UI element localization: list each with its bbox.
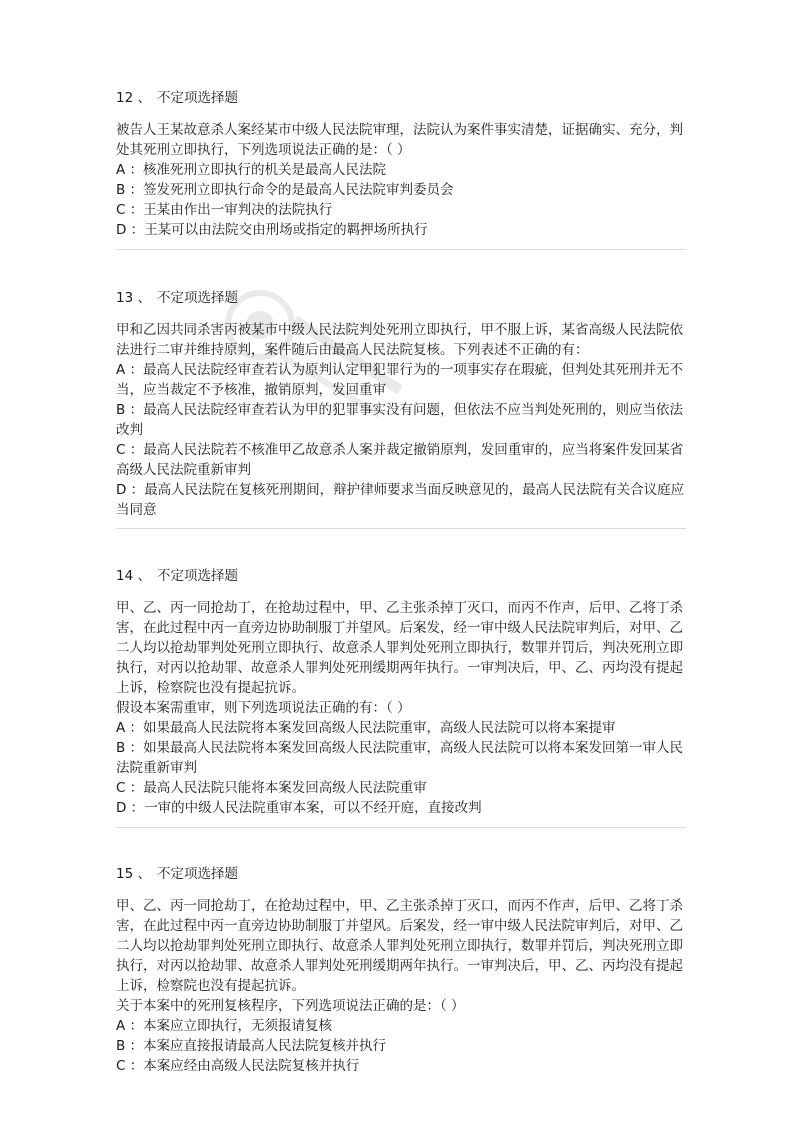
option-letter: D ：	[116, 482, 145, 498]
option-b	[116, 180, 688, 200]
option-d	[116, 480, 688, 520]
question-divider	[116, 249, 686, 250]
question-number: 15 、	[116, 866, 151, 882]
question-number: 13 、	[116, 290, 151, 306]
option-text: 本案应直接报请最高人民法院复核并执行	[143, 1038, 387, 1054]
option-letter: D ：	[116, 800, 145, 816]
option-letter: A ：	[116, 720, 144, 736]
option-d	[116, 220, 688, 240]
option-c	[116, 200, 688, 220]
option-text: 本案应经由高级人民法院复核并执行	[143, 1058, 360, 1074]
option-letter: C ：	[116, 442, 144, 458]
option-text: 王某由作出一审判决的法院执行	[143, 202, 333, 218]
question-stem: 甲、乙、丙一同抢劫丁，在抢劫过程中，甲、乙主张杀掉丁灭口，而丙不作声，后甲、乙将丁杀害，在此过程中丙一直旁边协助制服丁并望风。后案发，经一审中级人民法院审判后，对甲、乙二人均以抢劫罪判处死刑立即执行、故意杀人罪判处死刑立即执行，数罪并罚后，判决死刑立即执行，对丙以抢劫罪、故意杀人罪判处死刑缓期两年执行。一审判决后，甲、乙、丙均没有提起上诉，检察院也没有提起抗诉。	[116, 898, 683, 994]
option-letter: D ：	[116, 222, 145, 238]
option-a	[116, 718, 688, 738]
option-letter: B ：	[116, 740, 144, 756]
question-header	[116, 88, 688, 108]
option-text: 如果最高人民法院将本案发回高级人民法院重审，高级人民法院可以将本案发回第一审人民法院重新审判	[116, 740, 684, 776]
option-letter: C ：	[116, 780, 144, 796]
question-divider	[116, 827, 686, 828]
option-letter: B ：	[116, 1038, 144, 1054]
question-14	[116, 566, 688, 818]
option-letter: C ：	[116, 1058, 144, 1074]
question-stem: 甲和乙因共同杀害丙被某市中级人民法院判处死刑立即执行，甲不服上诉，某省高级人民法院依法进行二审并维持原判，案件随后由最高人民法院复核。下列表述不正确的有：	[116, 322, 683, 358]
question-type: 不定项选择题	[156, 568, 238, 584]
question-15	[116, 864, 688, 1076]
question-13	[116, 288, 688, 520]
option-b	[116, 400, 688, 440]
question-number: 14 、	[116, 568, 151, 584]
option-text: 本案应立即执行，无须报请复核	[143, 1018, 333, 1034]
option-a	[116, 360, 688, 400]
option-text: 签发死刑立即执行命令的是最高人民法院审判委员会	[143, 182, 454, 198]
option-text: 王某可以由法院交由刑场或指定的羁押场所执行	[144, 222, 428, 238]
option-a	[116, 1016, 688, 1036]
option-text: 最高人民法院在复核死刑期间，辩护律师要求当面反映意见的，最高人民法院有关合议庭应当同意	[116, 482, 685, 518]
option-text: 一审的中级人民法院重审本案，可以不经开庭，直接改判	[144, 800, 482, 816]
option-text: 核准死刑立即执行的机关是最高人民法院	[143, 162, 387, 178]
question-type: 不定项选择题	[156, 290, 238, 306]
option-text: 如果最高人民法院将本案发回高级人民法院重审，高级人民法院可以将本案提审	[143, 720, 616, 736]
option-b	[116, 1036, 688, 1056]
question-number: 12 、	[116, 90, 151, 106]
question-stem: 甲、乙、丙一同抢劫丁，在抢劫过程中，甲、乙主张杀掉丁灭口，而丙不作声，后甲、乙将丁杀害，在此过程中丙一直旁边协助制服丁并望风。后案发，经一审中级人民法院审判后，对甲、乙二人均以抢劫罪判处死刑立即执行、故意杀人罪判处死刑立即执行，数罪并罚后，判决死刑立即执行，对丙以抢劫罪、故意杀人罪判处死刑缓期两年执行。一审判决后，甲、乙、丙均没有提起上诉，检察院也没有提起抗诉。	[116, 600, 683, 696]
question-type: 不定项选择题	[156, 90, 238, 106]
option-c	[116, 440, 688, 480]
option-c	[116, 778, 688, 798]
option-text: 最高人民法院只能将本案发回高级人民法院重审	[143, 780, 427, 796]
option-text: 最高人民法院经审查若认为原判认定甲犯罪行为的一项事实存在瑕疵，但判处其死刑并无不当，应当裁定不予核准，撤销原判，发回重审	[116, 362, 684, 398]
question-header	[116, 288, 688, 308]
option-letter: A ：	[116, 162, 144, 178]
question-12	[116, 88, 688, 240]
question-header	[116, 864, 688, 884]
question-stem: 被告人王某故意杀人案经某市中级人民法院审理，法院认为案件事实清楚，证据确实、充分，判处其死刑立即执行，下列选项说法正确的是：（ ）	[116, 122, 683, 158]
option-text: 最高人民法院若不核准甲乙故意杀人案并裁定撤销原判，发回重审的，应当将案件发回某省高级人民法院重新审判	[116, 442, 684, 478]
option-letter: A ：	[116, 1018, 144, 1034]
question-prompt: 关于本案中的死刑复核程序，下列选项说法正确的是：（ ）	[116, 998, 465, 1014]
option-b	[116, 738, 688, 778]
option-c	[116, 1056, 688, 1076]
option-letter: B ：	[116, 402, 144, 418]
option-d	[116, 798, 688, 818]
option-letter: B ：	[116, 182, 144, 198]
option-letter: C ：	[116, 202, 144, 218]
question-prompt: 假设本案需重审，则下列选项说法正确的有：（ ）	[116, 700, 411, 716]
question-header	[116, 566, 688, 586]
option-a	[116, 160, 688, 180]
option-letter: A ：	[116, 362, 144, 378]
question-divider	[116, 528, 686, 529]
question-type: 不定项选择题	[156, 866, 238, 882]
option-text: 最高人民法院经审查若认为甲的犯罪事实没有问题，但依法不应当判处死刑的，则应当依法改判	[116, 402, 684, 438]
